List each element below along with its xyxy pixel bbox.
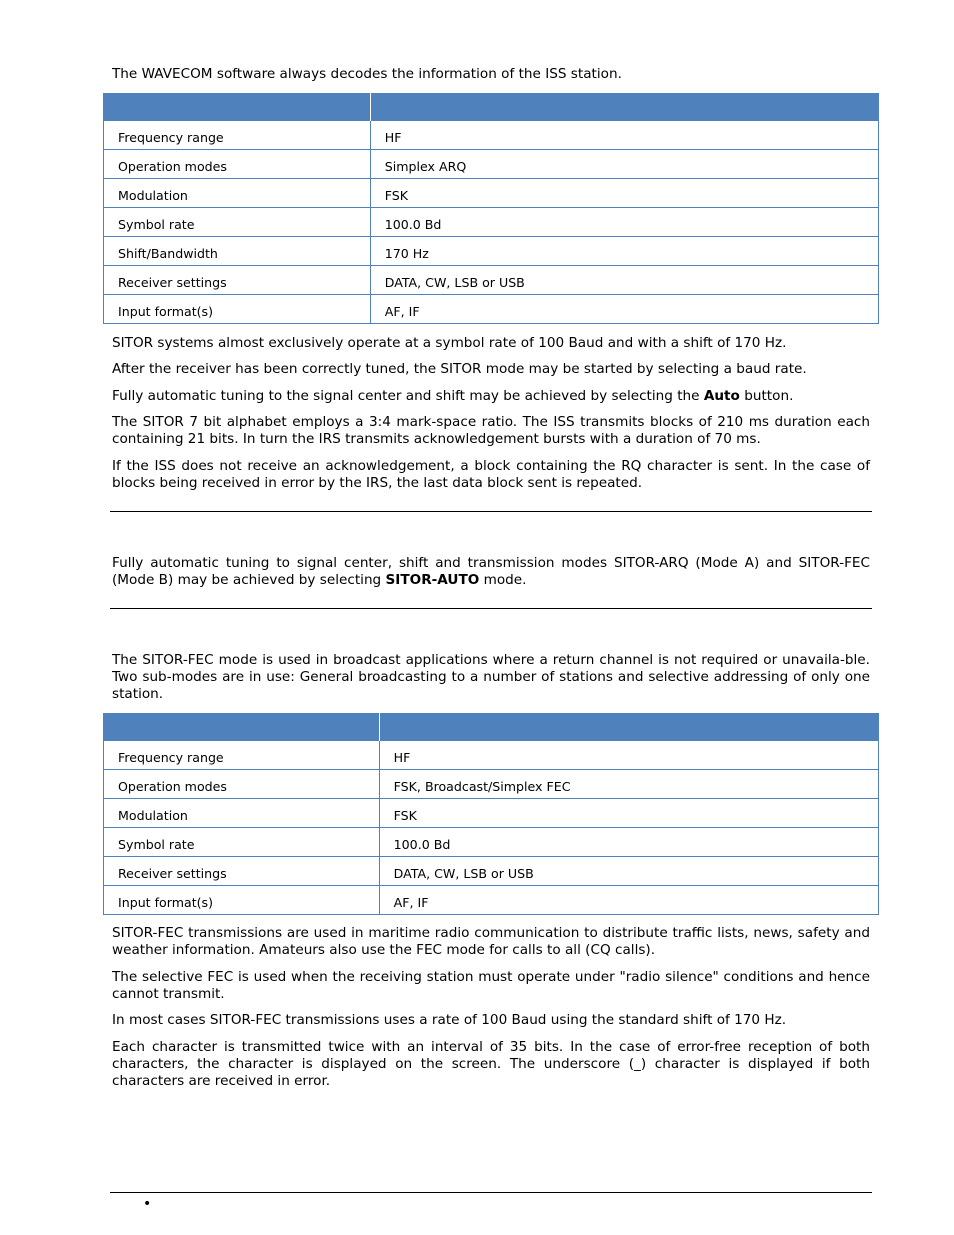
paragraph: The selective FEC is used when the receiving station must operate under "radio silence" conditions and hence cannot transmit.: [112, 969, 870, 1002]
table-cell-label: Symbol rate: [104, 828, 380, 857]
table-row: [104, 179, 879, 208]
table-cell-label: Operation modes: [104, 770, 380, 799]
table-cell-label: Symbol rate: [104, 208, 371, 237]
auto-button-ref: Auto: [703, 388, 740, 404]
table-cell-value: 100.0 Bd: [379, 828, 878, 857]
table-cell-value: DATA, CW, LSB or USB: [379, 857, 878, 886]
paragraph: SITOR-FEC transmissions are used in maritime radio communication to distribute traffic lists, news, safety and weather information. Amateurs also use the FEC mode for calls to all (CQ calls).: [112, 925, 870, 958]
table-cell-value: AF, IF: [370, 295, 878, 324]
table-row: [104, 886, 879, 915]
paragraph: SITOR systems almost exclusively operate at a symbol rate of 100 Baud and with a shift of 170 Hz.: [112, 335, 787, 351]
table-header-row: [104, 713, 879, 741]
footer-divider: [110, 1192, 872, 1193]
sitor-auto-ref: SITOR-AUTO: [385, 572, 480, 588]
fec-spec-table: [103, 713, 879, 915]
paragraph: The SITOR-FEC mode is used in broadcast applications where a return channel is not required or unavaila-ble. Two sub-modes are in use: General broadcasting to a number of stations and selective addressing of only one station.: [112, 652, 870, 702]
paragraph: Each character is transmitted twice with an interval of 35 bits. In the case of error-free reception of both characters, the character is displayed on the screen. The underscore (_) character is displayed if both characters are received in error.: [112, 1039, 870, 1089]
paragraph: Fully automatic tuning to the signal center and shift may be achieved by selecting the Auto button.: [112, 388, 794, 404]
table-cell-label: Frequency range: [104, 121, 371, 150]
table-cell-label: Receiver settings: [104, 857, 380, 886]
table-cell-value: FSK, Broadcast/Simplex FEC: [379, 770, 878, 799]
table-cell-label: Frequency range: [104, 741, 380, 770]
table-cell-label: Shift/Bandwidth: [104, 237, 371, 266]
table-row: [104, 121, 879, 150]
table-row: [104, 208, 879, 237]
paragraph: In most cases SITOR-FEC transmissions uses a rate of 100 Baud using the standard shift of 170 Hz.: [112, 1012, 787, 1028]
table-cell-value: HF: [379, 741, 878, 770]
table-header-cell: [104, 93, 371, 121]
table-row: [104, 237, 879, 266]
paragraph: Fully automatic tuning to signal center, shift and transmission modes SITOR-ARQ (Mode A) and SITOR-FEC (Mode B) may be achieved by selecting SITOR-AUTO mode.: [112, 555, 870, 588]
table-cell-label: Modulation: [104, 799, 380, 828]
table-row: [104, 266, 879, 295]
table-header-row: [104, 93, 879, 121]
table-header-cell: [370, 93, 878, 121]
table-cell-label: Receiver settings: [104, 266, 371, 295]
section-divider: [110, 511, 872, 512]
table-cell-value: DATA, CW, LSB or USB: [370, 266, 878, 295]
footer-bullet: •: [143, 1196, 152, 1212]
table-cell-value: 170 Hz: [370, 237, 878, 266]
table-header-cell: [104, 713, 380, 741]
table-cell-label: Modulation: [104, 179, 371, 208]
table-row: [104, 799, 879, 828]
table-cell-value: 100.0 Bd: [370, 208, 878, 237]
table-header-cell: [379, 713, 878, 741]
table-cell-value: AF, IF: [379, 886, 878, 915]
paragraph: The SITOR 7 bit alphabet employs a 3:4 mark-space ratio. The ISS transmits blocks of 210 ms duration each containing 21 bits. In turn the IRS transmits acknowledgement bursts with a duration of 70 ms.: [112, 414, 870, 447]
intro-text: The WAVECOM software always decodes the information of the ISS station.: [112, 66, 622, 82]
table-cell-label: Input format(s): [104, 886, 380, 915]
table-cell-label: Operation modes: [104, 150, 371, 179]
table-cell-value: FSK: [379, 799, 878, 828]
table-cell-value: Simplex ARQ: [370, 150, 878, 179]
table-row: [104, 295, 879, 324]
table-row: [104, 150, 879, 179]
table-row: [104, 857, 879, 886]
table-row: [104, 828, 879, 857]
paragraph: If the ISS does not receive an acknowledgement, a block containing the RQ character is sent. In the case of blocks being received in error by the IRS, the last data block sent is repeated.: [112, 458, 870, 491]
table-cell-label: Input format(s): [104, 295, 371, 324]
paragraph: After the receiver has been correctly tuned, the SITOR mode may be started by selecting a baud rate.: [112, 361, 807, 377]
table-row: [104, 770, 879, 799]
table-row: [104, 741, 879, 770]
section-divider: [110, 608, 872, 609]
table-cell-value: HF: [370, 121, 878, 150]
arq-spec-table: [103, 93, 879, 324]
table-cell-value: FSK: [370, 179, 878, 208]
